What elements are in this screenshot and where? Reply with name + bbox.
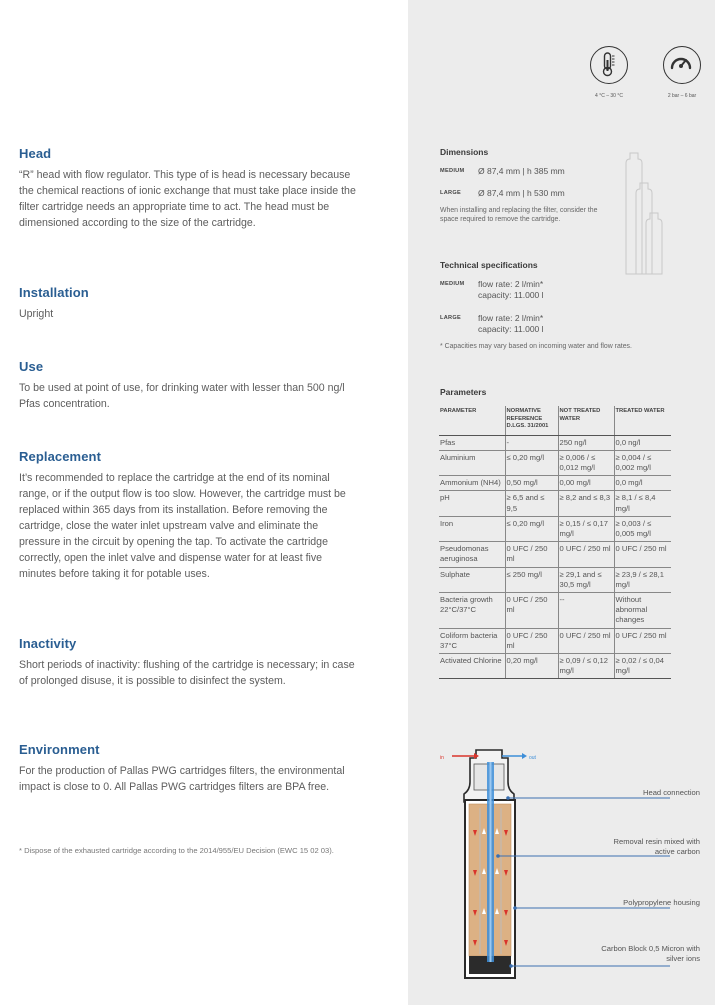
tech-specs-title: Technical specifications bbox=[440, 260, 538, 270]
outflow-label: out bbox=[529, 755, 536, 761]
table-row bbox=[439, 628, 671, 653]
column-header: NORMATIVE REFERENCE D.LGS. 31/2001 bbox=[505, 406, 558, 435]
label-head-connection: Head connection bbox=[643, 788, 700, 797]
size-label: MEDIUM bbox=[440, 281, 465, 287]
section-text: It’s recommended to replace the cartridge at the end of its nominal range, or if the output flow is too slow. However, the cartridge must be replaced within 365 days from its installation. Before removing the cartridge, close the water inlet upstream valve and eliminate the pressure in the circuit by opening the tap. To activate the cartridge correctly, open the inlet valve and dispense water for at least five minutes before taking it for potable uses. bbox=[19, 472, 346, 580]
section-head bbox=[19, 146, 359, 231]
table-row bbox=[439, 592, 671, 628]
table-cell: 0,0 mg/l bbox=[614, 476, 671, 491]
size-label: LARGE bbox=[440, 315, 462, 321]
dimension-row-large bbox=[440, 188, 610, 199]
spec-row-medium bbox=[440, 279, 610, 301]
table-row bbox=[439, 542, 671, 567]
spec-values bbox=[478, 313, 544, 335]
parameters-table bbox=[439, 406, 671, 679]
table-cell: Iron bbox=[439, 516, 505, 541]
section-environment bbox=[19, 742, 359, 795]
spec-row-large bbox=[440, 313, 610, 335]
table-row bbox=[439, 653, 671, 678]
section-text: “R” head with flow regulator. This type of is head is necessary because the chemical reactions of ionic exchange that must take place inside the filter cartridge needs an appropriate time to act. The head must be dimensioned according to the size of the cartridge. bbox=[19, 169, 356, 229]
spec-values bbox=[478, 279, 544, 301]
table-cell: -- bbox=[558, 592, 614, 628]
section-title: Inactivity bbox=[19, 636, 77, 651]
table-cell: ≥ 0,006 / ≤ 0,012 mg/l bbox=[558, 450, 614, 475]
table-cell: 250 ng/l bbox=[558, 435, 614, 450]
section-text: Upright bbox=[19, 308, 54, 320]
section-replacement bbox=[19, 449, 359, 582]
table-cell: - bbox=[505, 435, 558, 450]
section-text: To be used at point of use, for drinking water with lesser than 500 ng/l Pfas concentration. bbox=[19, 382, 345, 410]
table-cell: 0 UFC / 250 ml bbox=[614, 628, 671, 653]
section-title: Environment bbox=[19, 742, 100, 757]
table-cell: 0 UFC / 250 ml bbox=[505, 542, 558, 567]
section-inactivity bbox=[19, 636, 359, 689]
parameters-title: Parameters bbox=[440, 387, 487, 397]
size-label: LARGE bbox=[440, 190, 462, 196]
capacity: capacity: 11.000 l bbox=[478, 290, 544, 300]
table-cell: 0 UFC / 250 ml bbox=[558, 628, 614, 653]
pressure-caption: 2 bar – 6 bar bbox=[667, 93, 697, 99]
table-row bbox=[439, 476, 671, 491]
table-cell: Sulphate bbox=[439, 567, 505, 592]
thermometer-icon bbox=[590, 46, 628, 84]
table-cell: pH bbox=[439, 491, 505, 516]
dimension-row-medium bbox=[440, 166, 610, 177]
table-cell: 0,0 ng/l bbox=[614, 435, 671, 450]
table-cell: 0,20 mg/l bbox=[505, 653, 558, 678]
table-cell: 0 UFC / 250 ml bbox=[505, 628, 558, 653]
table-cell: ≥ 0,003 / ≤ 0,005 mg/l bbox=[614, 516, 671, 541]
table-cell: 0,00 mg/l bbox=[558, 476, 614, 491]
operating-range-icons bbox=[584, 46, 714, 106]
table-cell: ≥ 0,004 / ≤ 0,002 mg/l bbox=[614, 450, 671, 475]
table-row bbox=[439, 567, 671, 592]
section-title: Replacement bbox=[19, 449, 102, 464]
column-header: NOT TREATED WATER bbox=[558, 406, 614, 435]
table-cell: Pfas bbox=[439, 435, 505, 450]
dimensions-title: Dimensions bbox=[440, 147, 489, 157]
table-cell: ≤ 0,20 mg/l bbox=[505, 516, 558, 541]
table-row bbox=[439, 516, 671, 541]
table-cell: 0,50 mg/l bbox=[505, 476, 558, 491]
section-installation bbox=[19, 285, 359, 322]
flow-rate: flow rate: 2 l/min* bbox=[478, 313, 544, 323]
table-cell: Activated Chlorine bbox=[439, 653, 505, 678]
table-cell: ≥ 8,2 and ≤ 8,3 bbox=[558, 491, 614, 516]
table-cell: 0 UFC / 250 ml bbox=[558, 542, 614, 567]
capacity: capacity: 11.000 l bbox=[478, 324, 544, 334]
table-cell: Pseudomonas aeruginosa bbox=[439, 542, 505, 567]
table-cell: Without abnormal changes bbox=[614, 592, 671, 628]
table-cell: 0 UFC / 250 ml bbox=[614, 542, 671, 567]
pressure-gauge-icon bbox=[663, 46, 701, 84]
right-column bbox=[408, 0, 715, 1005]
section-use bbox=[19, 359, 359, 412]
table-cell: ≥ 0,09 / ≤ 0,12 mg/l bbox=[558, 653, 614, 678]
table-cell: ≥ 0,02 / ≤ 0,04 mg/l bbox=[614, 653, 671, 678]
column-header: PARAMETER bbox=[439, 406, 505, 435]
section-text: Short periods of inactivity: flushing of the cartridge is necessary; in case of prolonged disuse, it is possible to disinfect the system. bbox=[19, 659, 355, 687]
label-polypropylene-housing: Polypropylene housing bbox=[623, 898, 700, 907]
table-cell: Bacteria growth 22°C/37°C bbox=[439, 592, 505, 628]
label-carbon-block: Carbon Block 0,5 Micron with silver ions bbox=[601, 944, 700, 963]
column-header: TREATED WATER bbox=[614, 406, 671, 435]
size-label: MEDIUM bbox=[440, 168, 465, 174]
table-row bbox=[439, 435, 671, 450]
table-cell: Aluminium bbox=[439, 450, 505, 475]
table-cell: ≥ 29,1 and ≤ 30,5 mg/l bbox=[558, 567, 614, 592]
temperature-caption: 4 °C – 30 °C bbox=[595, 93, 623, 99]
inflow-label: in bbox=[440, 755, 444, 761]
section-title: Use bbox=[19, 359, 44, 374]
dimensions-note: When installing and replacing the filter, consider the space required to remove the cartridge. bbox=[440, 207, 598, 223]
table-cell: ≥ 23,9 / ≤ 28,1 mg/l bbox=[614, 567, 671, 592]
capacity-note: * Capacities may vary based on incoming water and flow rates. bbox=[440, 343, 632, 350]
section-text: For the production of Pallas PWG cartridges filters, the environmental impact is close to 0. All Pallas PWG cartridges filters are BPA free. bbox=[19, 765, 345, 793]
table-cell: Ammonium (NH4) bbox=[439, 476, 505, 491]
table-row bbox=[439, 450, 671, 475]
table-cell: 0 UFC / 250 ml bbox=[505, 592, 558, 628]
table-cell: ≤ 250 mg/l bbox=[505, 567, 558, 592]
table-cell: ≥ 6,5 and ≤ 9,5 bbox=[505, 491, 558, 516]
table-row bbox=[439, 491, 671, 516]
cartridge-size-silhouettes bbox=[622, 149, 672, 275]
cartridge-cutaway-diagram bbox=[438, 742, 708, 982]
section-title: Head bbox=[19, 146, 52, 161]
table-cell: ≤ 0,20 mg/l bbox=[505, 450, 558, 475]
size-value: Ø 87,4 mm | h 385 mm bbox=[478, 166, 565, 176]
temperature-range bbox=[584, 46, 634, 99]
size-value: Ø 87,4 mm | h 530 mm bbox=[478, 188, 565, 198]
section-title: Installation bbox=[19, 285, 89, 300]
table-cell: ≥ 0,15 / ≤ 0,17 mg/l bbox=[558, 516, 614, 541]
disposal-footnote: * Dispose of the exhausted cartridge according to the 2014/955/EU Decision (EWC 15 02 03). bbox=[19, 846, 334, 855]
pressure-range bbox=[657, 46, 707, 99]
table-header-row bbox=[439, 406, 671, 435]
flow-rate: flow rate: 2 l/min* bbox=[478, 279, 544, 289]
label-removal-resin: Removal resin mixed with active carbon bbox=[613, 837, 700, 856]
table-cell: Coliform bacteria 37°C bbox=[439, 628, 505, 653]
table-cell: ≥ 8,1 / ≤ 8,4 mg/l bbox=[614, 491, 671, 516]
